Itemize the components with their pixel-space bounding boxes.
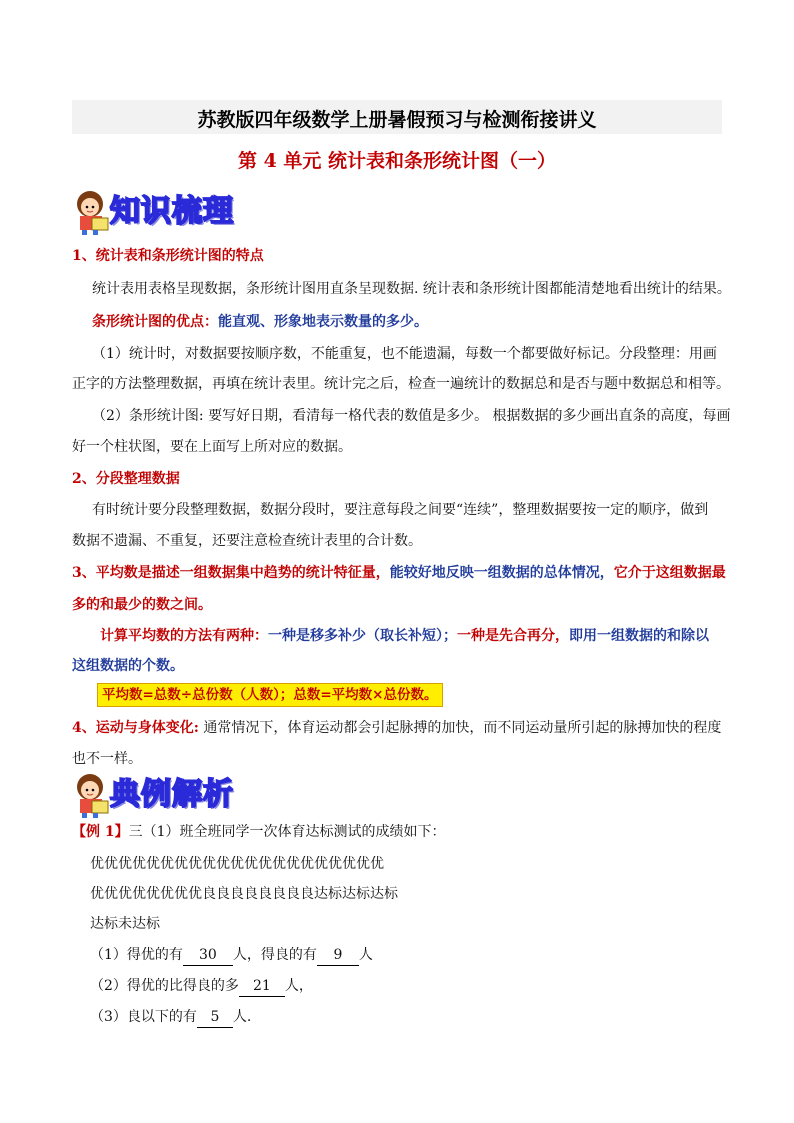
scores-row-2: 优优优优优优优优良良良良良良良良达标达标达标 bbox=[90, 886, 398, 902]
section-4-label: 4、运动与身体变化: bbox=[72, 720, 199, 736]
scores-row-3: 达标未达标 bbox=[90, 916, 160, 932]
method-one: 一种是移多补少（取长补短）； bbox=[268, 628, 457, 644]
average-range: 它介于这组数据最 bbox=[613, 565, 726, 581]
bar-chart-advantage bbox=[92, 312, 428, 332]
method-two-detail: 即用一组数据的和除以 bbox=[569, 628, 709, 644]
average-methods-line-1 bbox=[100, 626, 709, 646]
average-methods-line-2: 这组数据的个数。 bbox=[72, 658, 184, 674]
section-4-line-1 bbox=[72, 718, 721, 738]
answer-good: 9 bbox=[317, 945, 359, 966]
example-1-question: 三（1）班全班同学一次体育达标测试的成绩如下： bbox=[128, 824, 446, 840]
answer-below-good: 5 bbox=[197, 1007, 233, 1028]
section-2-line-1: 有时统计要分段整理数据，数据分段时，要注意每段之间要“连续”，整理数据要按一定的顺序，做到 bbox=[92, 502, 709, 518]
girl-reading-icon bbox=[72, 771, 112, 819]
unit-title: 第 4 单元 统计表和条形统计图（一） bbox=[237, 150, 557, 172]
average-definition: 3、平均数是描述一组数据集中趋势的统计特征量， bbox=[72, 565, 390, 581]
advantage-text: 能直观、形象地表示数量的多少。 bbox=[218, 314, 428, 330]
section-4-line-2: 也不一样。 bbox=[72, 751, 142, 767]
girl-reading-icon bbox=[72, 188, 112, 236]
bar-chart-rule-line-2: 好一个柱状图，要在上面写上所对应的数据。 bbox=[72, 439, 352, 455]
section-3-line-1 bbox=[72, 563, 726, 583]
advantage-label: 条形统计图的优点： bbox=[92, 314, 218, 330]
document-title: 苏教版四年级数学上册暑假预习与检测衔接讲义 bbox=[197, 109, 597, 131]
method-two: 一种是先合再分， bbox=[457, 628, 569, 644]
question-3: （3）良以下的有 5 人. bbox=[90, 1007, 251, 1028]
bar-chart-rule-line-1: （2）条形统计图: 要写好日期，看清每一格代表的数值是多少。 根据数据的多少画出直条的高度，每画 bbox=[92, 408, 731, 424]
example-1-tag: 【例 1】 bbox=[72, 824, 129, 840]
section-4-text: 通常情况下，体育运动都会引起脉搏的加快，而不同运动量所引起的脉搏加快的程度 bbox=[198, 720, 722, 736]
scores-row-1: 优优优优优优优优优优优优优优优优优优优优优 bbox=[90, 856, 384, 872]
knowledge-banner bbox=[72, 188, 262, 236]
section-1-heading: 1、统计表和条形统计图的特点 bbox=[72, 248, 264, 264]
counting-rule-line-1: （1）统计时，对数据要按顺序数，不能重复，也不能遗漏，每数一个都要做好标记。分段整理：用画 bbox=[92, 346, 717, 362]
answer-difference: 21 bbox=[239, 976, 285, 997]
example-1-intro bbox=[72, 822, 446, 842]
knowledge-banner-title: 知识梳理 bbox=[110, 194, 234, 229]
methods-label: 计算平均数的方法有两种： bbox=[100, 628, 268, 644]
examples-banner bbox=[72, 771, 262, 819]
section-1-paragraph: 统计表用表格呈现数据，条形统计图用直条呈现数据. 统计表和条形统计图都能清楚地看出统计的结果。 bbox=[92, 281, 731, 297]
section-3-line-2: 多的和最少的数之间。 bbox=[72, 597, 212, 613]
average-meaning: 能较好地反映一组数据的总体情况， bbox=[389, 565, 614, 581]
average-formula-highlight: 平均数=总数÷总份数（人数）；总数=平均数×总份数。 bbox=[97, 683, 443, 707]
question-1: （1）得优的有 30 人，得良的有 9 人 bbox=[90, 945, 373, 966]
answer-excellent: 30 bbox=[183, 945, 233, 966]
section-2-line-2: 数据不遗漏、不重复，还要注意检查统计表里的合计数。 bbox=[72, 533, 422, 549]
examples-banner-title: 典例解析 bbox=[110, 777, 234, 812]
question-2: （2）得优的比得良的多 21 人， bbox=[90, 976, 313, 997]
counting-rule-line-2: 正字的方法整理数据，再填在统计表里。统计完之后，检查一遍统计的数据总和是否与题中数据总和相等。 bbox=[72, 376, 730, 392]
section-2-heading: 2、分段整理数据 bbox=[72, 471, 180, 487]
